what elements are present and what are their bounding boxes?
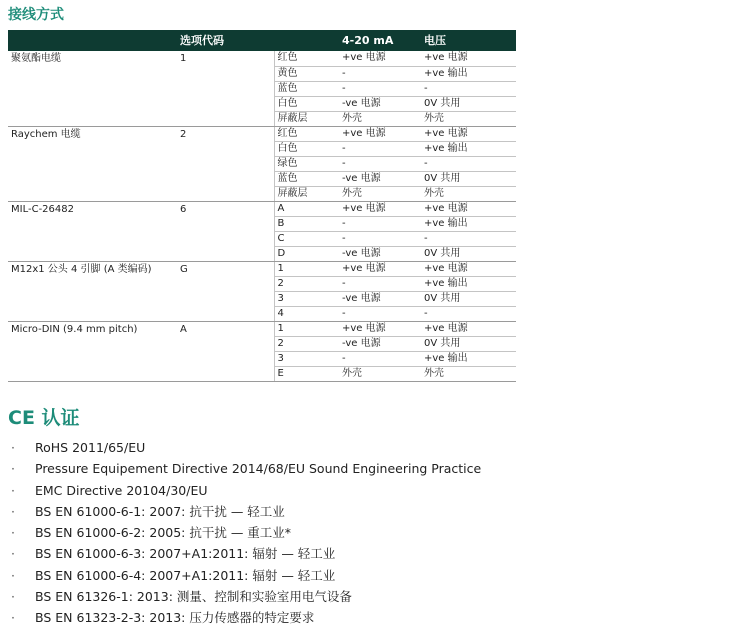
voltage-value: 0V 共用 bbox=[421, 171, 516, 186]
wire-label: 2 bbox=[274, 276, 339, 291]
ma-value: - bbox=[339, 276, 421, 291]
header-option-code: 选项代码 bbox=[177, 30, 274, 51]
voltage-value: +ve 电源 bbox=[421, 201, 516, 216]
list-item bbox=[8, 501, 481, 522]
bullet-icon: · bbox=[11, 461, 15, 477]
wire-label: 3 bbox=[274, 291, 339, 306]
connection-type: 聚氨酯电缆 bbox=[8, 51, 177, 126]
ma-value: +ve 电源 bbox=[339, 126, 421, 141]
voltage-value: 外壳 bbox=[421, 366, 516, 381]
voltage-value: 外壳 bbox=[421, 111, 516, 126]
wire-label: 白色 bbox=[274, 96, 339, 111]
ma-value: +ve 电源 bbox=[339, 51, 421, 66]
ma-value: - bbox=[339, 216, 421, 231]
wire-label: 红色 bbox=[274, 126, 339, 141]
option-code: G bbox=[177, 261, 274, 321]
ma-value: - bbox=[339, 66, 421, 81]
certification-text: BS EN 61323-2-3: 2013: 压力传感器的特定要求 bbox=[35, 610, 315, 626]
certification-text: BS EN 61000-6-4: 2007+A1:2011: 辐射 — 轻工业 bbox=[35, 567, 336, 583]
bullet-icon: · bbox=[11, 525, 15, 541]
wiring-table bbox=[8, 30, 516, 382]
wire-label: E bbox=[274, 366, 339, 381]
header-voltage: 电压 bbox=[421, 30, 516, 51]
header-connection bbox=[8, 30, 177, 51]
connection-type: Micro-DIN (9.4 mm pitch) bbox=[8, 321, 177, 381]
wire-label: D bbox=[274, 246, 339, 261]
ma-value: -ve 电源 bbox=[339, 246, 421, 261]
voltage-value: - bbox=[421, 231, 516, 246]
wire-label: 蓝色 bbox=[274, 171, 339, 186]
voltage-value: 外壳 bbox=[421, 186, 516, 201]
option-code: 2 bbox=[177, 126, 274, 201]
ma-value: - bbox=[339, 351, 421, 366]
wire-label: B bbox=[274, 216, 339, 231]
voltage-value: +ve 输出 bbox=[421, 216, 516, 231]
list-item bbox=[8, 543, 481, 564]
wire-label: 1 bbox=[274, 261, 339, 276]
ma-value: -ve 电源 bbox=[339, 336, 421, 351]
certification-text: BS EN 61000-6-2: 2005: 抗干扰 — 重工业* bbox=[35, 525, 292, 541]
voltage-value: +ve 电源 bbox=[421, 51, 516, 66]
wire-label: 3 bbox=[274, 351, 339, 366]
ma-value: - bbox=[339, 231, 421, 246]
ce-list bbox=[8, 437, 481, 629]
connection-type: MIL-C-26482 bbox=[8, 201, 177, 261]
table-row bbox=[8, 321, 516, 336]
header-4-20ma: 4-20 mA bbox=[339, 30, 421, 51]
list-item bbox=[8, 480, 481, 501]
connection-type: M12x1 公头 4 引脚 (A 类编码) bbox=[8, 261, 177, 321]
ma-value: -ve 电源 bbox=[339, 96, 421, 111]
voltage-value: - bbox=[421, 156, 516, 171]
certification-text: RoHS 2011/65/EU bbox=[35, 440, 146, 455]
wire-label: C bbox=[274, 231, 339, 246]
table-row bbox=[8, 126, 516, 141]
list-item bbox=[8, 607, 481, 628]
ma-value: 外壳 bbox=[339, 111, 421, 126]
option-code: 1 bbox=[177, 51, 274, 126]
ma-value: -ve 电源 bbox=[339, 171, 421, 186]
voltage-value: - bbox=[421, 81, 516, 96]
wire-label: 2 bbox=[274, 336, 339, 351]
bullet-icon: · bbox=[11, 440, 15, 455]
list-item bbox=[8, 586, 481, 607]
voltage-value: 0V 共用 bbox=[421, 336, 516, 351]
ma-value: -ve 电源 bbox=[339, 291, 421, 306]
ma-value: +ve 电源 bbox=[339, 261, 421, 276]
voltage-value: 0V 共用 bbox=[421, 246, 516, 261]
list-item bbox=[8, 458, 481, 479]
connection-type: Raychem 电缆 bbox=[8, 126, 177, 201]
wire-label: A bbox=[274, 201, 339, 216]
ma-value: 外壳 bbox=[339, 366, 421, 381]
certification-text: Pressure Equipement Directive 2014/68/EU Sound Engineering Practice bbox=[35, 461, 482, 477]
certification-text: BS EN 61326-1: 2013: 测量、控制和实验室用电气设备 bbox=[35, 589, 352, 605]
wire-label: 1 bbox=[274, 321, 339, 336]
bullet-icon: · bbox=[11, 567, 15, 583]
table-header-row bbox=[8, 30, 516, 51]
ma-value: - bbox=[339, 141, 421, 156]
ma-value: +ve 电源 bbox=[339, 321, 421, 336]
wire-label: 4 bbox=[274, 306, 339, 321]
wire-label: 黄色 bbox=[274, 66, 339, 81]
wiring-heading: 接线方式 bbox=[8, 7, 64, 23]
bullet-icon: · bbox=[11, 482, 15, 498]
ma-value: - bbox=[339, 306, 421, 321]
list-item bbox=[8, 437, 481, 458]
bullet-icon: · bbox=[11, 503, 15, 519]
voltage-value: +ve 输出 bbox=[421, 141, 516, 156]
header-wire bbox=[274, 30, 339, 51]
ma-value: 外壳 bbox=[339, 186, 421, 201]
wire-label: 绿色 bbox=[274, 156, 339, 171]
wire-label: 红色 bbox=[274, 51, 339, 66]
table-row bbox=[8, 261, 516, 276]
voltage-value: +ve 输出 bbox=[421, 351, 516, 366]
wire-label: 屏蔽层 bbox=[274, 111, 339, 126]
voltage-value: 0V 共用 bbox=[421, 291, 516, 306]
voltage-value: +ve 输出 bbox=[421, 66, 516, 81]
certification-text: EMC Directive 20104/30/EU bbox=[35, 482, 208, 498]
ce-heading: CE 认证 bbox=[8, 407, 80, 429]
option-code: A bbox=[177, 321, 274, 381]
ma-value: - bbox=[339, 81, 421, 96]
table-row bbox=[8, 201, 516, 216]
bullet-icon: · bbox=[11, 610, 15, 626]
list-item bbox=[8, 565, 481, 586]
certification-text: BS EN 61000-6-1: 2007: 抗干扰 — 轻工业 bbox=[35, 503, 285, 519]
wire-label: 屏蔽层 bbox=[274, 186, 339, 201]
voltage-value: 0V 共用 bbox=[421, 96, 516, 111]
wiring-table-body bbox=[8, 51, 516, 381]
option-code: 6 bbox=[177, 201, 274, 261]
voltage-value: +ve 电源 bbox=[421, 261, 516, 276]
voltage-value: +ve 电源 bbox=[421, 126, 516, 141]
wire-label: 白色 bbox=[274, 141, 339, 156]
wire-label: 蓝色 bbox=[274, 81, 339, 96]
voltage-value: +ve 电源 bbox=[421, 321, 516, 336]
voltage-value: +ve 输出 bbox=[421, 276, 516, 291]
ma-value: - bbox=[339, 156, 421, 171]
voltage-value: - bbox=[421, 306, 516, 321]
list-item bbox=[8, 522, 481, 543]
bullet-icon: · bbox=[11, 589, 15, 605]
certification-text: BS EN 61000-6-3: 2007+A1:2011: 辐射 — 轻工业 bbox=[35, 546, 336, 562]
ma-value: +ve 电源 bbox=[339, 201, 421, 216]
bullet-icon: · bbox=[11, 546, 15, 562]
table-row bbox=[8, 51, 516, 66]
